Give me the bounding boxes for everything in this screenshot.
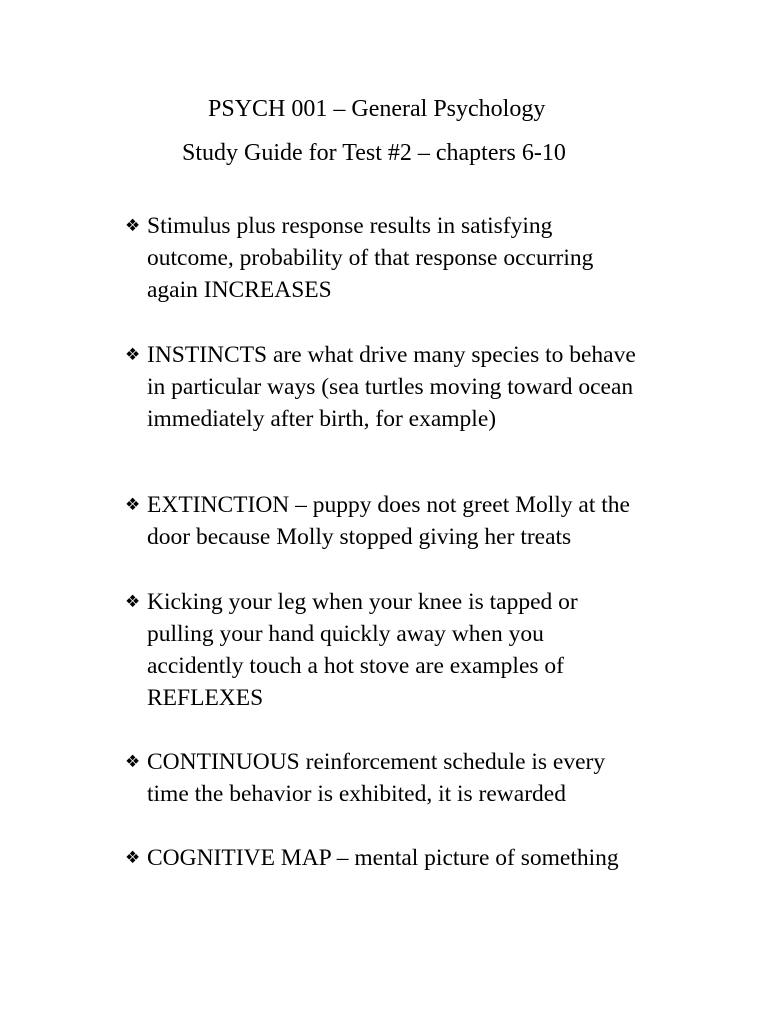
bullet-line: INSTINCTS are what drive many species to behave [147, 342, 636, 368]
bullet-line: COGNITIVE MAP – mental picture of something [147, 845, 619, 871]
diamond-bullet-icon: ❖ [125, 752, 141, 772]
diamond-bullet-icon: ❖ [125, 345, 141, 365]
bullet-line: REFLEXES [147, 685, 264, 711]
bullet-line: in particular ways (sea turtles moving toward ocean [147, 374, 634, 400]
bullet-line: Stimulus plus response results in satisfying [147, 213, 553, 239]
bullet-line: pulling your hand quickly away when you [147, 621, 544, 647]
bullet-line: again INCREASES [147, 277, 332, 303]
bullet-line: accidently touch a hot stove are examples of [147, 653, 564, 679]
document-subtitle: Study Guide for Test #2 – chapters 6-10 [182, 140, 566, 166]
bullet-item [125, 746, 685, 810]
bullet-item [125, 489, 685, 553]
bullet-item [125, 842, 685, 874]
diamond-bullet-icon: ❖ [125, 848, 141, 868]
bullet-line: outcome, probability of that response occurring [147, 245, 594, 271]
document-title: PSYCH 001 – General Psychology [208, 96, 546, 122]
bullet-line: immediately after birth, for example) [147, 406, 497, 432]
bullet-line: door because Molly stopped giving her treats [147, 524, 572, 550]
bullet-item [125, 339, 685, 435]
bullet-line: Kicking your leg when your knee is tapped or [147, 589, 578, 615]
diamond-bullet-icon: ❖ [125, 495, 141, 515]
bullet-line: CONTINUOUS reinforcement schedule is every [147, 749, 606, 775]
bullet-line: EXTINCTION – puppy does not greet Molly at the [147, 492, 630, 518]
bullet-item [125, 210, 685, 306]
bullet-text [125, 746, 685, 810]
bullet-text [125, 489, 685, 553]
bullet-item [125, 586, 685, 714]
bullet-text [125, 842, 685, 874]
diamond-bullet-icon: ❖ [125, 216, 141, 236]
diamond-bullet-icon: ❖ [125, 592, 141, 612]
bullet-text [125, 586, 685, 714]
bullet-text [125, 210, 685, 306]
bullet-line: time the behavior is exhibited, it is rewarded [147, 781, 566, 807]
bullet-text [125, 339, 685, 435]
